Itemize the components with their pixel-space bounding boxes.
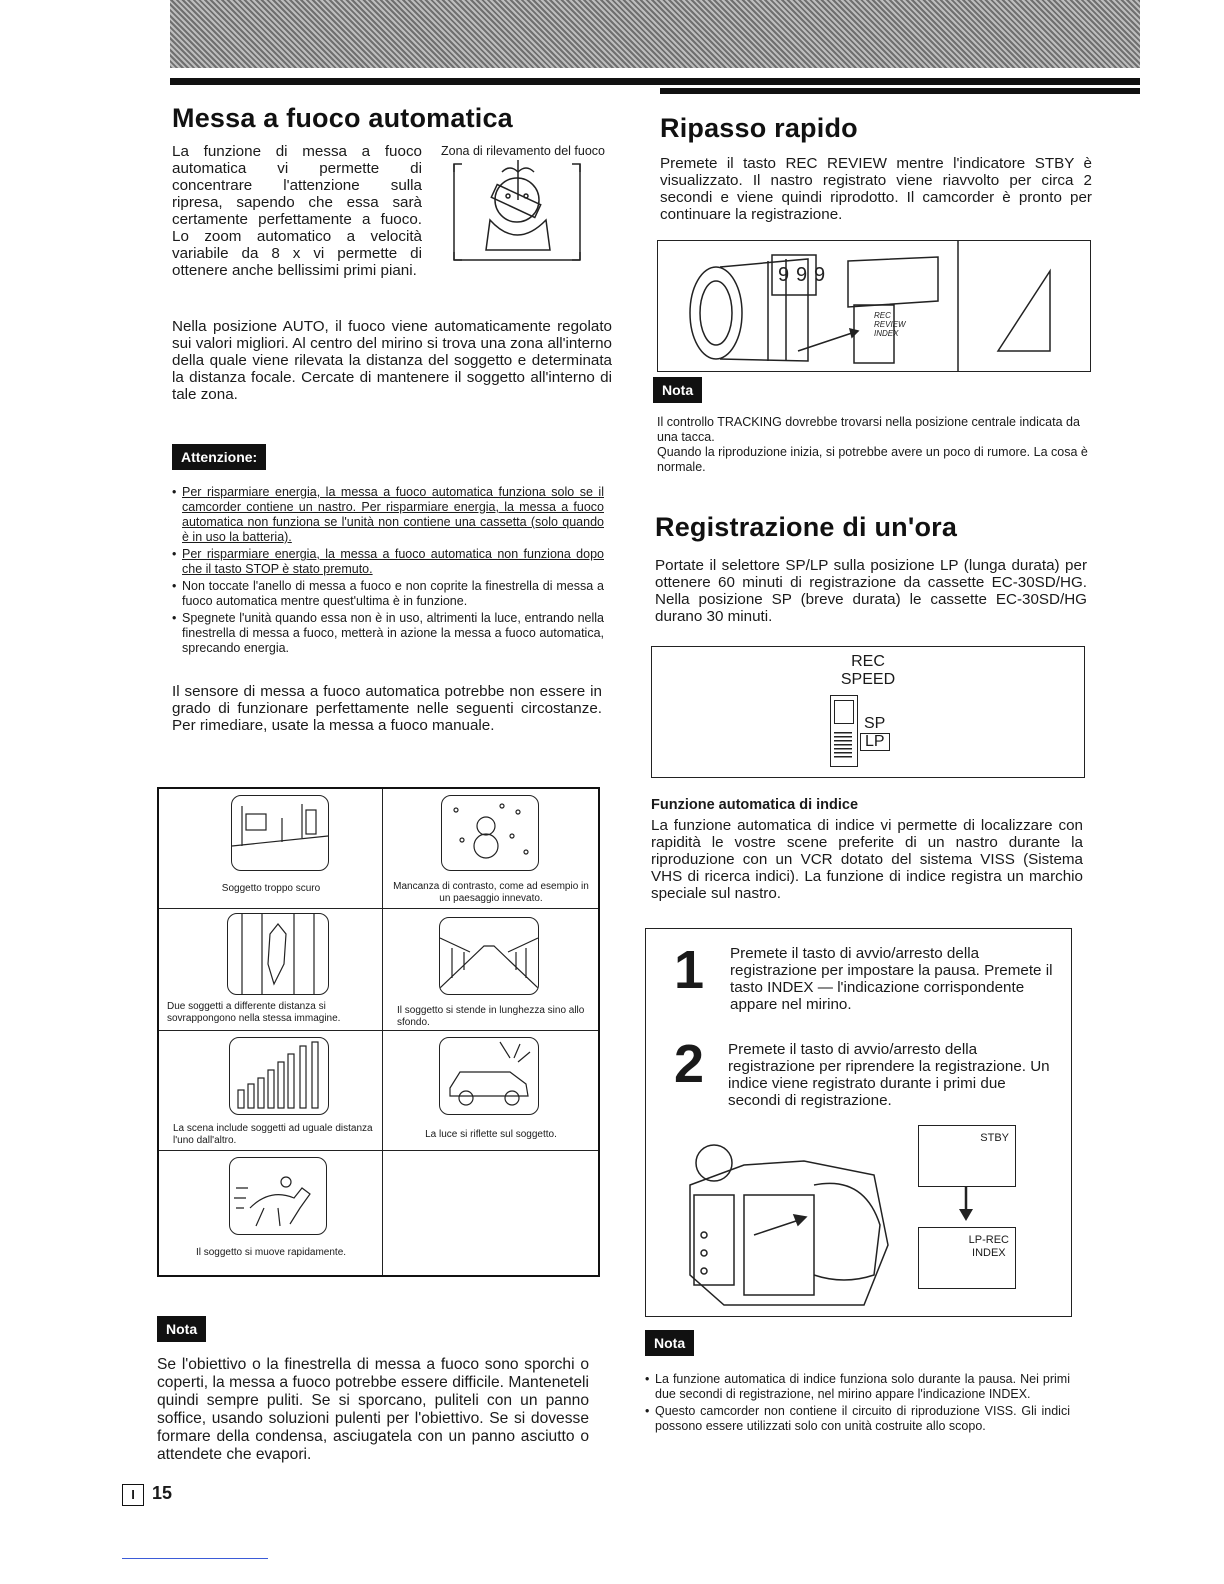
- review-notes: [657, 415, 1093, 475]
- sp-option: SP: [864, 715, 886, 732]
- focus-zone-illustration: [450, 160, 585, 265]
- index-button-illustration: [684, 1125, 894, 1309]
- speed-label: SPEED: [840, 671, 896, 688]
- step-number: 1: [674, 940, 705, 1000]
- attention-list: [172, 485, 604, 658]
- hour-text: Portate il selettore SP/LP sulla posizione LP (lunga durata) per ottenere 60 minuti di registrazione da cassette EC-30SD/HG. Nella posizione SP (breve durata) le cassette EC-30SD/HG durano 30 minuti.: [655, 557, 1087, 625]
- nota-badge-index: Nota: [645, 1330, 694, 1356]
- attention-item: • Non toccate l'anello di messa a fuoco e non coprite la finestrella di messa a fuoco automatica mentre quest'ultima è in funzione.: [172, 579, 604, 609]
- long-road-thumb: [439, 917, 539, 995]
- rec-speed-label: [652, 653, 1084, 689]
- viewfinder-index: [918, 1227, 1016, 1289]
- language-mark: I: [122, 1484, 144, 1506]
- case-caption: Il soggetto si muove rapidamente.: [195, 1247, 347, 1258]
- case-cell: [159, 1031, 383, 1151]
- header-rule-right: [660, 88, 1140, 94]
- lprec-label: LP-REC: [968, 1234, 1009, 1246]
- auto-mode-paragraph: Nella posizione AUTO, il fuoco viene automaticamente regolato sui valori migliori. Al centro del mirino si trova una zona all'interno della quale viene rilevata la distanza del soggetto e determinata la distanza focale. Cercate di mantenere il soggetto all'interno di tale zona.: [172, 318, 612, 403]
- attention-item: • Spegnete l'unità quando essa non è in uso, altrimenti la luce, entrando nella finestrella di messa a fuoco, metterà in azione la messa a fuoco automatica, sprecando energia.: [172, 611, 604, 656]
- case-cell: [159, 909, 383, 1031]
- dark-room-thumb: [231, 795, 329, 871]
- attention-item: • Per risparmiare energia, la messa a fuoco automatica funziona solo se il camcorder contiene un nastro. Per risparmiare energia, la messa a fuoco automatica non funziona se l'unità non contiene una cassetta (solo quando è in uso la batteria).: [172, 485, 604, 545]
- review-button-illustration: [657, 240, 1091, 372]
- rec-label: REC: [851, 653, 885, 670]
- case-caption: La luce si riflette sul soggetto.: [425, 1129, 557, 1140]
- index-steps-box: [645, 928, 1072, 1317]
- case-cell: [383, 909, 598, 1031]
- attention-item: • Per risparmiare energia, la messa a fuoco automatica non funziona dopo che il tasto STOP è stato premuto.: [172, 547, 604, 577]
- nota-badge-left: Nota: [157, 1316, 206, 1342]
- index-note: • La funzione automatica di indice funziona solo durante la pausa. Nei primi due secondi di registrazione, nel mirino appare l'indicazione INDEX.: [645, 1372, 1070, 1402]
- index-heading: Funzione automatica di indice: [651, 797, 859, 813]
- svg-text:9: 9: [796, 264, 808, 286]
- button-label-index: INDEX: [874, 329, 899, 338]
- review-note: Quando la riproduzione inizia, si potrebbe avere un poco di rumore. La cosa è normale.: [657, 445, 1088, 474]
- case-caption: Soggetto troppo scuro: [221, 883, 321, 894]
- sensor-paragraph: Il sensore di messa a fuoco automatica potrebbe non essere in grado di funzionare perfettamente nelle seguenti circostanze. Per rimediare, usate la messa a fuoco manuale.: [172, 683, 602, 734]
- page-number: 15: [152, 1483, 173, 1503]
- case-cell: [383, 1031, 598, 1151]
- svg-text:9: 9: [778, 264, 790, 286]
- index-label: INDEX: [972, 1247, 1006, 1259]
- down-arrow-icon: [958, 1187, 974, 1223]
- button-label-rec: REC: [874, 311, 891, 320]
- case-cell: [159, 1151, 383, 1275]
- index-text: La funzione automatica di indice vi permette di localizzare con rapidità le vostre scene preferite di un nastro durante la riproduzione con un VCR dotato del sistema VISS (Sistema VHS di ricerca indici). La funzione di indice registra un marchio speciale sul nastro.: [651, 817, 1083, 902]
- snow-scene-thumb: [441, 795, 539, 871]
- viewfinder-stby: [918, 1125, 1016, 1187]
- step-text: Premete il tasto di avvio/arresto della registrazione per riprendere la registrazione. Un indice viene registrato durante i primi due secondi di registrazione.: [728, 1041, 1050, 1109]
- stby-indicator: STBY: [980, 1132, 1009, 1144]
- sp-lp-selector[interactable]: [830, 695, 858, 767]
- empty-cell: [383, 1151, 598, 1275]
- index-notes: [645, 1372, 1070, 1436]
- focus-cases-table: [157, 787, 600, 1277]
- review-text: Premete il tasto REC REVIEW mentre l'indicatore STBY è visualizzato. Il nastro registrato viene riavvolto per circa 2 secondi e viene quindi riprodotto. Il camcorder è pronto per continuare la registrazione.: [660, 155, 1092, 223]
- rec-speed-figure: [651, 646, 1085, 778]
- case-cell: [159, 789, 383, 909]
- case-caption: Il soggetto si stende in lunghezza sino allo sfondo.: [397, 1005, 585, 1028]
- case-caption: Due soggetti a differente distanza si sovrappongono nella stessa immagine.: [167, 1001, 341, 1024]
- section-title-hour: Registrazione di un'ora: [655, 512, 958, 542]
- reflecting-car-thumb: [439, 1037, 539, 1115]
- index-note: • Questo camcorder non contiene il circuito di riproduzione VISS. Gli indici possono essere utilizzati solo con unità costruite allo scopo.: [645, 1404, 1070, 1434]
- cage-subject-thumb: [227, 913, 329, 995]
- button-label-review: REVIEW: [874, 320, 906, 329]
- focus-zone-caption: Zona di rilevamento del fuoco: [441, 144, 605, 158]
- step-text: Premete il tasto di avvio/arresto della registrazione per impostare la pausa. Premete il tasto INDEX — l'indicazione corrispondente appare nel mirino.: [730, 945, 1053, 1013]
- case-cell: [383, 789, 598, 909]
- case-caption: La scena include soggetti ad uguale distanza l'uno dall'altro.: [173, 1123, 373, 1146]
- header-band: [170, 0, 1140, 68]
- review-button-labels: [874, 311, 906, 338]
- section-title-review: Ripasso rapido: [660, 113, 858, 143]
- footer-rule: [122, 1558, 268, 1559]
- fast-rider-thumb: [229, 1157, 327, 1235]
- lprec-index-indicator: [969, 1234, 1009, 1260]
- autofocus-intro: La funzione di messa a fuoco automatica vi permette di concentrare l'attenzione sulla ripresa, sapendo che essa sarà certamente perfettamente a fuoco. Lo zoom automatico a velocità variabile da 8 x vi permette di ottenere anche bellissimi primi piani.: [172, 143, 422, 279]
- equidistant-bars-thumb: [229, 1037, 329, 1115]
- nota-badge-review: Nota: [653, 377, 702, 403]
- lp-option: LP: [860, 733, 890, 751]
- section-title-autofocus: Messa a fuoco automatica: [172, 103, 513, 133]
- case-caption: Mancanza di contrasto, come ad esempio in un paesaggio innevato.: [393, 881, 589, 904]
- nota-left-text: Se l'obiettivo o la finestrella di messa a fuoco sono sporchi o coperti, la messa a fuoco potrebbe essere difficile. Manteneteli quindi sempre puliti. Se si sporcano, puliteli con un panno soffice, usando soluzioni pulenti per l'obiettivo. Se si dovesse formare della condensa, asciugatela con un panno asciutto o attendete che evapori.: [157, 1356, 589, 1463]
- review-note: Il controllo TRACKING dovrebbe trovarsi nella posizione centrale indicata da una tacca.: [657, 415, 1080, 444]
- header-rule: [170, 78, 1140, 85]
- attention-badge: Attenzione:: [172, 444, 266, 470]
- svg-text:9: 9: [814, 264, 826, 286]
- step-number: 2: [674, 1034, 705, 1094]
